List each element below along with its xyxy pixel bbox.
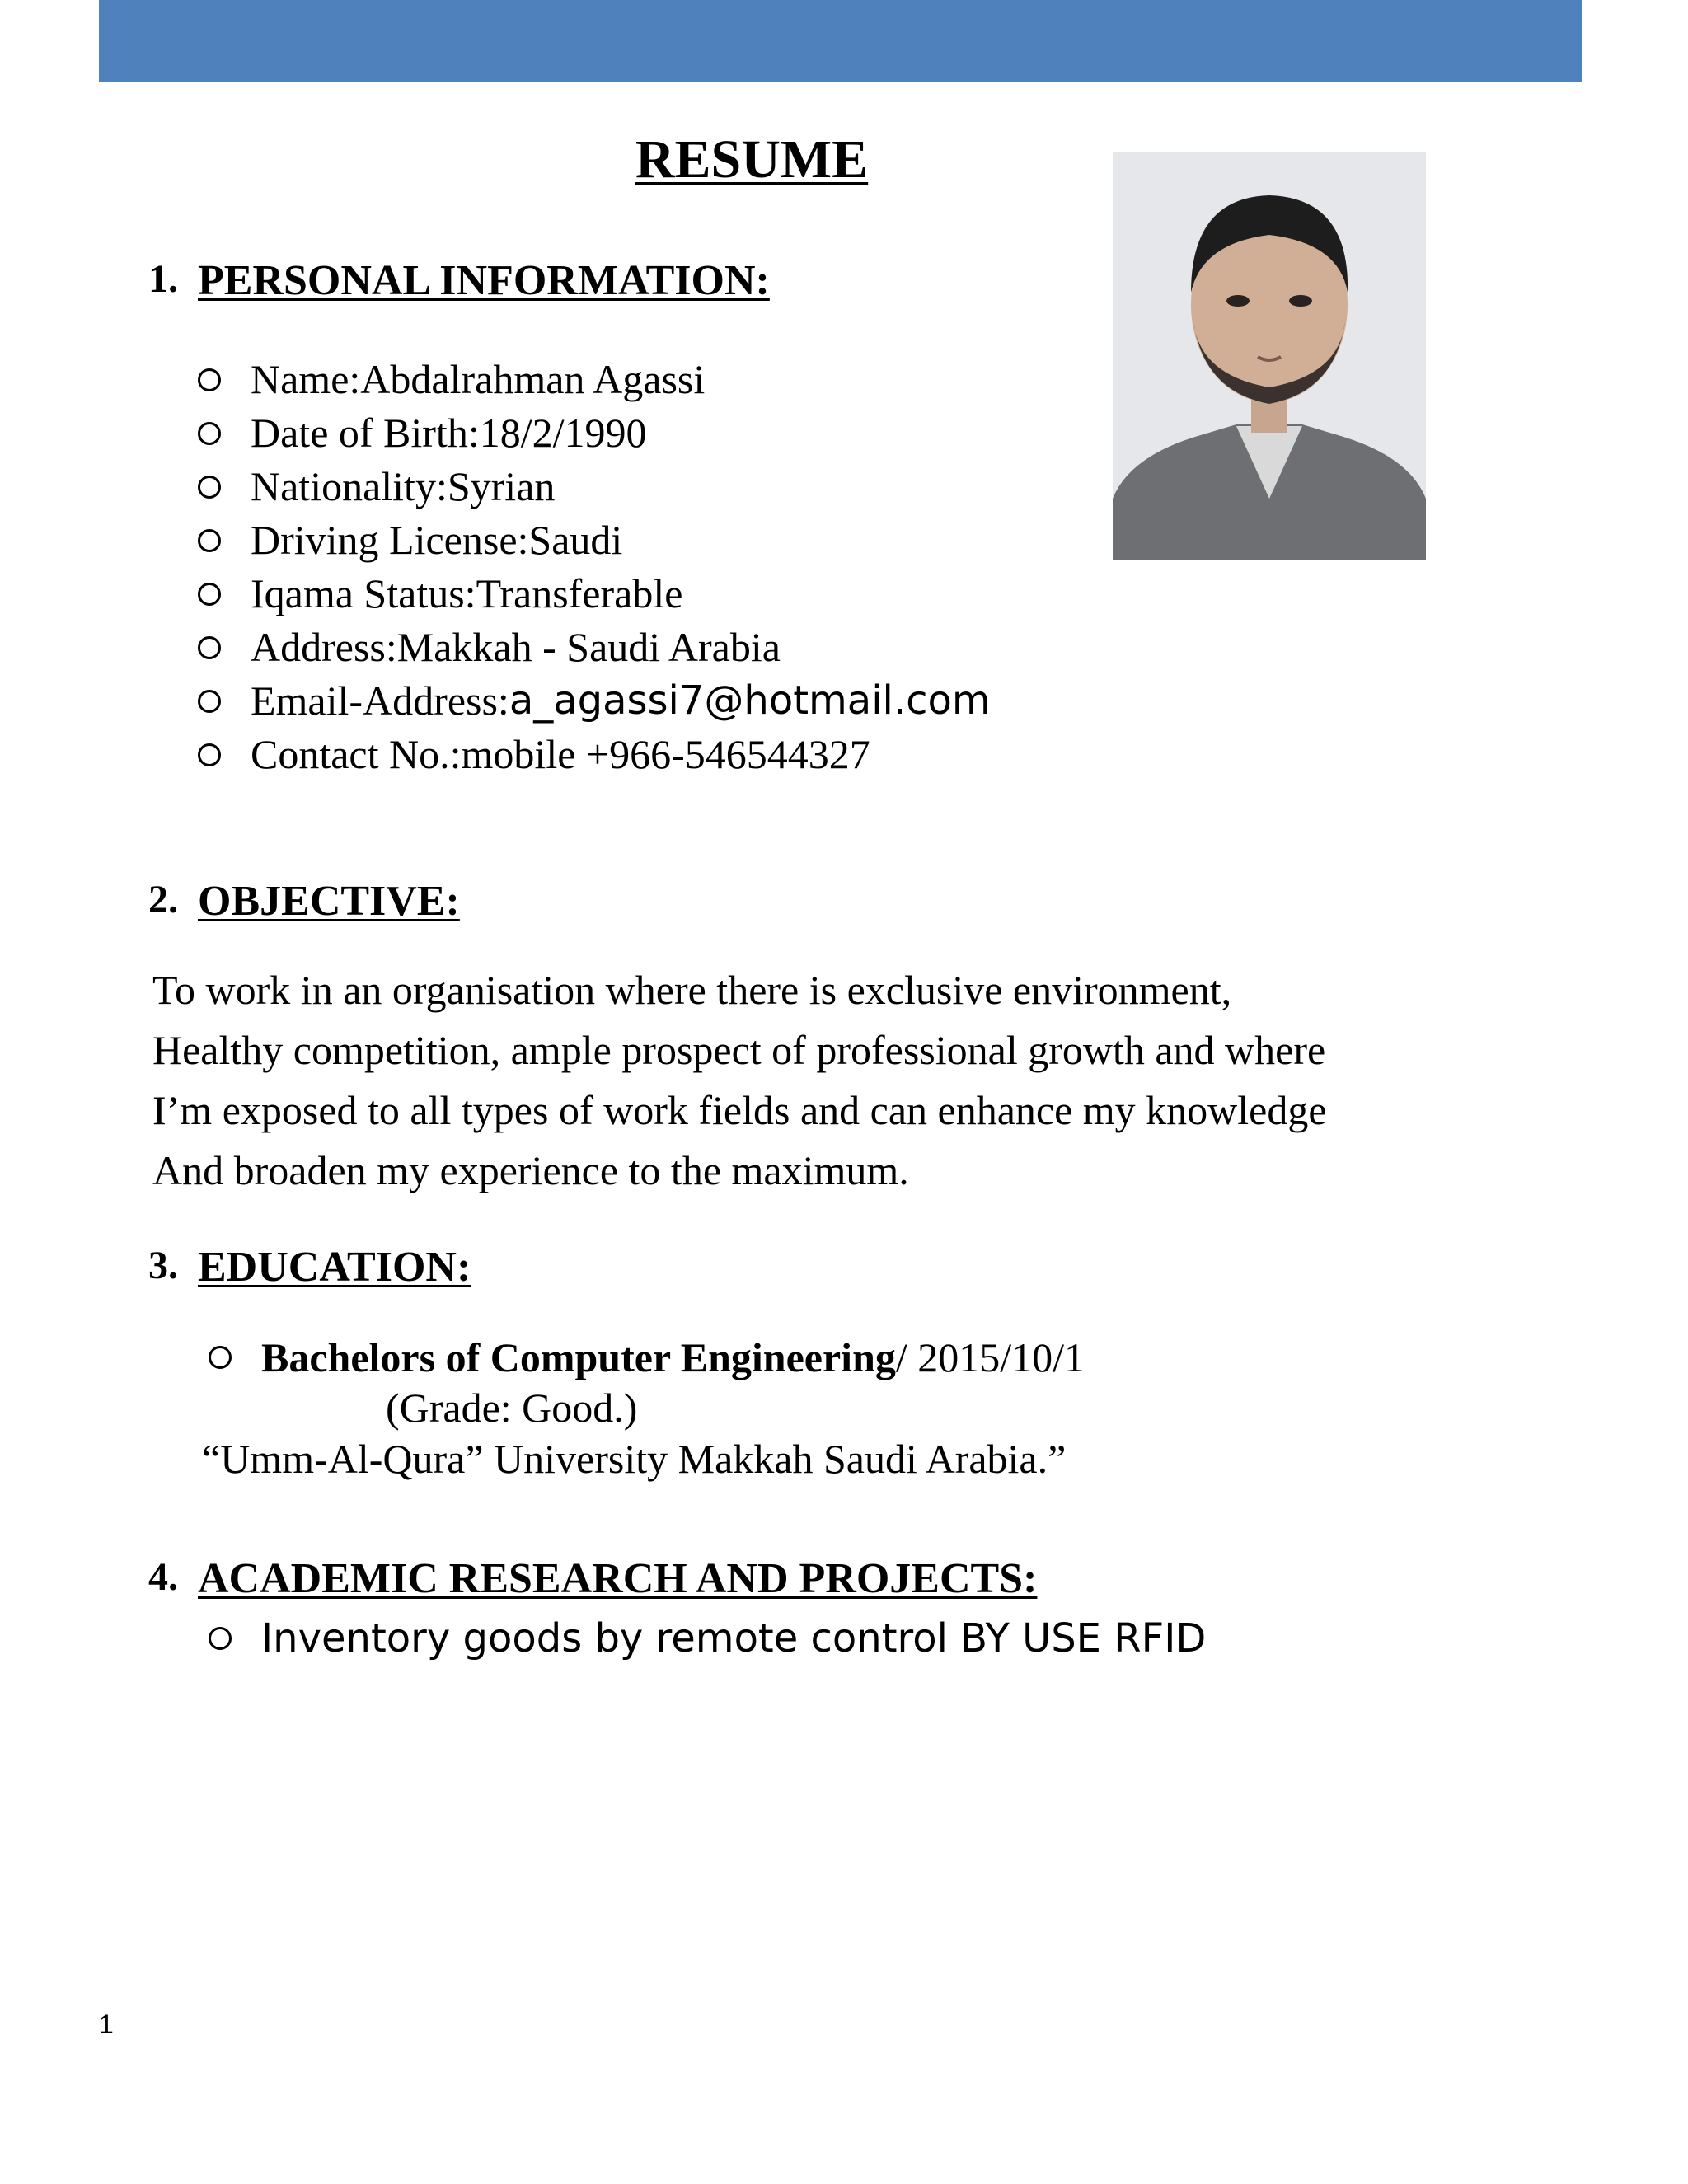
- circle-bullet-icon: [209, 1346, 232, 1369]
- info-value: 18/2/1990: [479, 410, 647, 456]
- degree-date: / 2015/10/1: [895, 1334, 1085, 1380]
- list-item: [198, 567, 991, 621]
- list-item: [198, 353, 991, 406]
- section-1-number: 1.: [148, 257, 178, 301]
- header-bar: [99, 0, 1582, 82]
- portrait-photo: [1113, 152, 1426, 560]
- portrait-illustration: [1113, 152, 1426, 560]
- section-2-number: 2.: [148, 878, 178, 921]
- education-grade: (Grade: Good.): [386, 1385, 638, 1431]
- list-item: [198, 621, 991, 674]
- list-item: [198, 728, 991, 781]
- circle-bullet-icon: [198, 422, 221, 445]
- education-degree-line: [209, 1334, 1085, 1380]
- page-number: 1: [99, 2009, 114, 2039]
- info-label: Nationality:: [251, 463, 448, 509]
- section-4-number: 4.: [148, 1555, 178, 1599]
- info-value: mobile +966-546544327: [461, 731, 870, 777]
- info-label: Contact No.:: [251, 731, 462, 777]
- objective-line: And broaden my experience to the maximum.: [152, 1147, 909, 1193]
- info-label: Name:: [251, 356, 361, 402]
- info-label: Address:: [251, 624, 397, 670]
- list-item: [198, 674, 991, 728]
- objective-line: To work in an organisation where there is exclusive environment,: [152, 967, 1232, 1013]
- circle-bullet-icon: [198, 529, 221, 552]
- circle-bullet-icon: [209, 1627, 232, 1650]
- project-text: Inventory goods by remote control BY USE RFID: [261, 1615, 1207, 1661]
- section-3-title: EDUCATION:: [198, 1244, 471, 1291]
- circle-bullet-icon: [198, 476, 221, 499]
- circle-bullet-icon: [198, 583, 221, 606]
- document-title: RESUME: [635, 129, 869, 190]
- list-item: [198, 513, 991, 567]
- info-label: Driving License:: [251, 517, 529, 563]
- objective-paragraph: [152, 960, 1438, 1201]
- project-item: [209, 1615, 1206, 1661]
- email-link[interactable]: a_agassi7@hotmail.com: [509, 677, 991, 724]
- circle-bullet-icon: [198, 743, 221, 766]
- circle-bullet-icon: [198, 368, 221, 391]
- info-value: Syrian: [447, 463, 556, 509]
- objective-line: Healthy competition, ample prospect of professional growth and where: [152, 1027, 1326, 1073]
- list-item: [198, 460, 991, 513]
- section-1-title: PERSONAL INFORMATION:: [198, 257, 770, 304]
- section-2-title: OBJECTIVE:: [198, 878, 460, 925]
- circle-bullet-icon: [198, 636, 221, 659]
- info-value: Makkah - Saudi Arabia: [396, 624, 781, 670]
- list-item: [198, 406, 991, 460]
- info-label: Email-Address:: [251, 677, 509, 724]
- section-4-title: ACADEMIC RESEARCH AND PROJECTS:: [198, 1555, 1038, 1602]
- personal-info-list: [198, 353, 991, 781]
- info-value: Abdalrahman Agassi: [360, 356, 706, 402]
- objective-line: I’m exposed to all types of work fields and can enhance my knowledge: [152, 1087, 1327, 1133]
- info-value: Saudi: [528, 517, 623, 563]
- section-3-number: 3.: [148, 1244, 178, 1287]
- info-value: Transferable: [476, 570, 683, 616]
- circle-bullet-icon: [198, 690, 221, 713]
- degree-name: Bachelors of Computer Engineering: [261, 1334, 896, 1380]
- info-label: Date of Birth:: [251, 410, 480, 456]
- info-label: Iqama Status:: [251, 570, 476, 616]
- education-university: “Umm-Al-Qura” University Makkah Saudi Arabia.”: [202, 1436, 1067, 1482]
